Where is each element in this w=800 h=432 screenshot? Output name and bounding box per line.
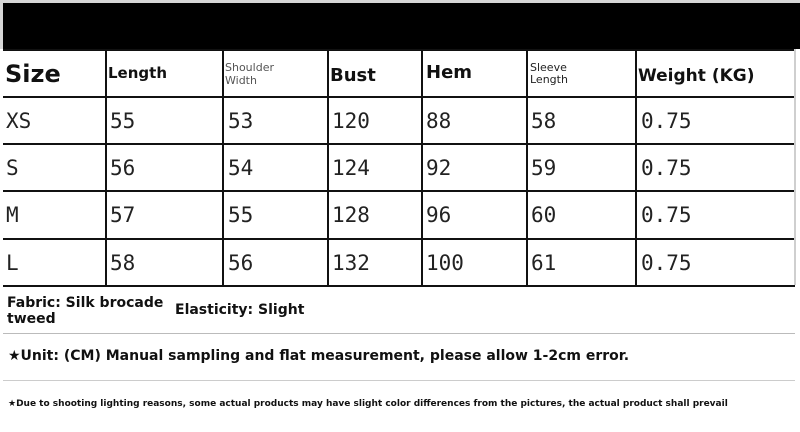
cell-sleeve: 60	[531, 203, 557, 227]
cell-sleeve: 59	[531, 155, 557, 180]
cell-weight: 0.75	[641, 108, 692, 133]
col-divider	[635, 49, 637, 285]
elasticity-note: Elasticity: Slight	[175, 302, 305, 318]
col-divider	[222, 49, 224, 285]
cell-length: 57	[110, 203, 136, 227]
cell-length: 58	[110, 250, 136, 275]
fabric-note: Fabric: Silk brocade tweed	[7, 295, 164, 327]
cell-bust: 132	[332, 250, 370, 275]
cell-shoulder: 55	[228, 203, 254, 227]
cell-weight: 0.75	[641, 155, 692, 180]
col-divider	[421, 49, 423, 285]
cell-hem: 92	[426, 155, 452, 180]
cell-length: 55	[110, 108, 136, 133]
top-banner	[0, 0, 800, 49]
cell-sleeve: 58	[531, 108, 557, 133]
cell-shoulder: 54	[228, 155, 254, 180]
header-sleeve-length: Sleeve Length	[530, 60, 568, 86]
cell-bust: 120	[332, 108, 370, 133]
header-size: Size	[5, 59, 61, 88]
header-hem: Hem	[426, 62, 473, 83]
size-chart-table	[0, 49, 800, 432]
header-weight: Weight (KG)	[638, 65, 755, 86]
header-shoulder-width: Shoulder Width	[225, 60, 274, 87]
unit-note: ★Unit: (CM) Manual sampling and flat measurement, please allow 1-2cm error.	[8, 348, 630, 364]
cell-bust: 124	[332, 155, 370, 180]
row-divider	[3, 285, 795, 287]
cell-shoulder: 53	[228, 108, 254, 133]
header-bust: Bust	[330, 65, 376, 86]
cell-bust: 128	[332, 203, 370, 227]
row-divider	[3, 333, 795, 334]
row-divider	[3, 380, 795, 381]
cell-size: L	[6, 250, 19, 275]
cell-length: 56	[110, 155, 136, 180]
cell-hem: 100	[426, 250, 464, 275]
header-length: Length	[108, 63, 167, 82]
cell-shoulder: 56	[228, 250, 254, 275]
cell-size: S	[6, 155, 19, 180]
cell-sleeve: 61	[531, 250, 557, 275]
cell-weight: 0.75	[641, 203, 692, 227]
cell-hem: 96	[426, 203, 452, 227]
col-divider	[794, 49, 796, 285]
cell-weight: 0.75	[641, 250, 692, 275]
col-divider	[105, 49, 107, 285]
cell-hem: 88	[426, 108, 452, 133]
cell-size: XS	[6, 108, 32, 133]
disclaimer-note: ★Due to shooting lighting reasons, some actual products may have slight color differences from the pictures, the actual product shall prevail	[8, 399, 728, 409]
col-divider	[526, 49, 528, 285]
col-divider	[327, 49, 329, 285]
cell-size: M	[6, 203, 19, 227]
